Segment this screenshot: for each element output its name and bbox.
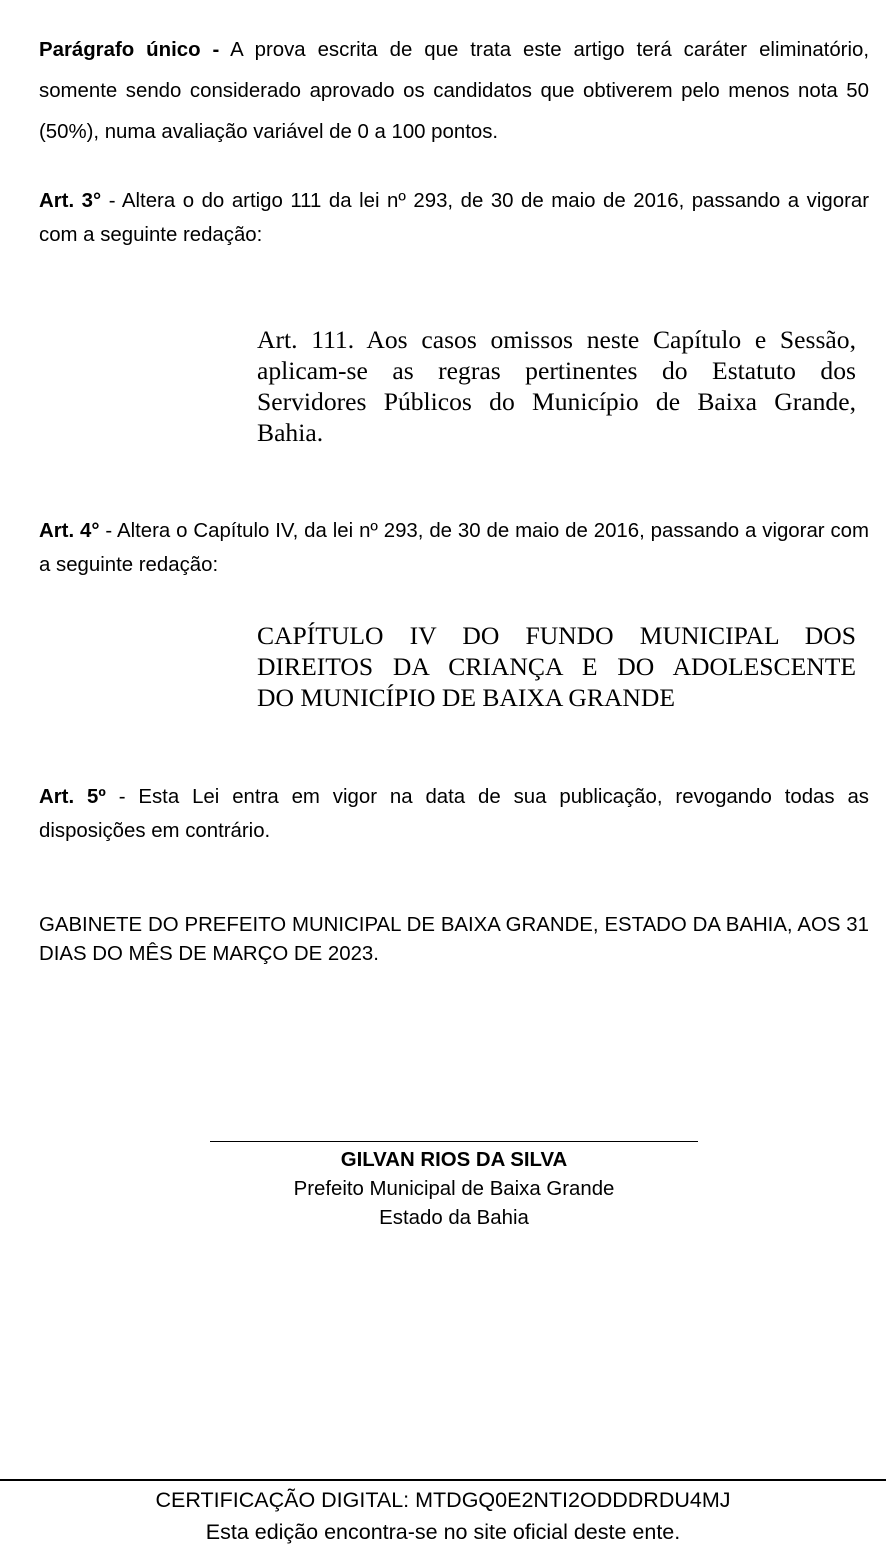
article-3-text: - Altera o do artigo 111 da lei nº 293, de 30 de maio de 2016, passando a vigorar com a seguinte redação:	[39, 190, 869, 246]
article-5	[39, 780, 869, 848]
footer-divider	[0, 1479, 886, 1481]
capitulo-iv-line-1: CAPÍTULO IV DO FUNDO MUNICIPAL DOS	[257, 621, 856, 650]
capitulo-iv-heading	[257, 620, 856, 713]
signer-role: Prefeito Municipal de Baixa Grande	[293, 1178, 615, 1200]
article-5-label: Art. 5º	[39, 786, 106, 808]
signer-name: GILVAN RIOS DA SILVA	[340, 1149, 568, 1171]
article-4-label: Art. 4°	[39, 520, 100, 542]
footer	[0, 1484, 886, 1548]
paragrafo-unico-label: Parágrafo único -	[39, 39, 220, 61]
signature-line	[210, 1141, 698, 1142]
article-4-text: - Altera o Capítulo IV, da lei nº 293, de 30 de maio de 2016, passando a vigorar com a seguinte redação:	[39, 520, 869, 576]
capitulo-iv-line-2: DIREITOS DA CRIANÇA E DO ADOLESCENTE	[257, 652, 856, 681]
article-4	[39, 514, 869, 582]
signer-state: Estado da Bahia	[379, 1207, 529, 1229]
article-3	[39, 184, 869, 252]
gabinete-statement: GABINETE DO PREFEITO MUNICIPAL DE BAIXA GRANDE, ESTADO DA BAHIA, AOS 31 DIAS DO MÊS DE MARÇO DE 2023.	[39, 914, 869, 965]
article-5-text: - Esta Lei entra em vigor na data de sua publicação, revogando todas as disposições em contrário.	[39, 786, 869, 842]
paragrafo-unico	[39, 30, 869, 153]
article-111-quote: Art. 111. Aos casos omissos neste Capítulo e Sessão, aplicam-se as regras pertinentes do Estatuto dos Servidores Públicos do Município de Baixa Grande, Bahia.	[257, 325, 856, 447]
article-3-label: Art. 3°	[39, 190, 102, 212]
capitulo-iv-line-3: DO MUNICÍPIO DE BAIXA GRANDE	[257, 683, 676, 712]
edition-notice: Esta edição encontra-se no site oficial deste ente.	[205, 1520, 681, 1544]
digital-certification: CERTIFICAÇÃO DIGITAL: MTDGQ0E2NTI2ODDDRDU4MJ	[155, 1488, 731, 1512]
signature-block	[210, 1146, 698, 1233]
paragrafo-unico-text: A prova escrita de que trata este artigo terá caráter eliminatório, somente sendo considerado aprovado os candidatos que obtiverem pelo menos nota 50 (50%), numa avaliação variável de 0 a 100 pontos.	[39, 39, 870, 143]
